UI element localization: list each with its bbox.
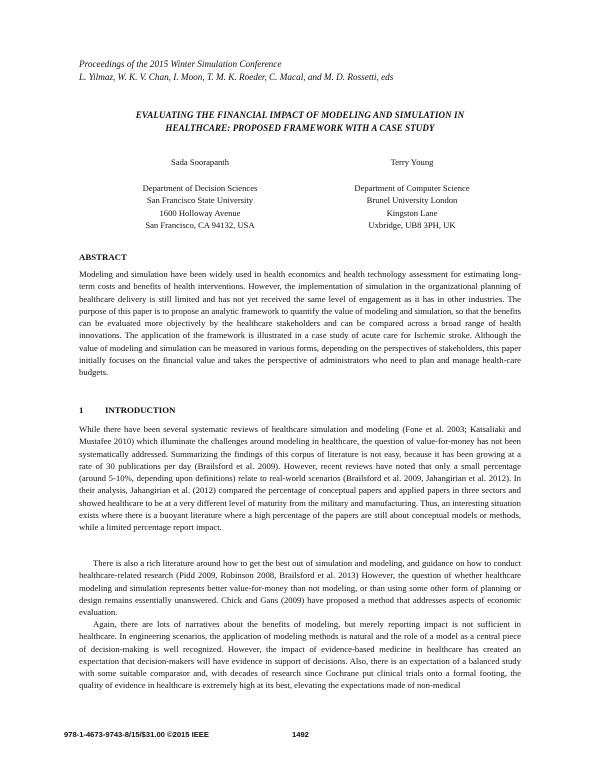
abstract-text: Modeling and simulation have been widely used in health economics and health technology assessment for estimating long-term costs and benefits of health interventions. However, the implementation of simulation in the organizational planning of healthcare delivery is still limited and has not yet received the same level of engagement as it has in other industries. The purpose of this paper is to propose an analytic framework to quantify the value of modeling and simulation, so that the benefits can be evaluated more objectively by the healthcare stakeholders and can be compared across a broad range of health innovations. The application of the framework is illustrated in a case study of acute care for Ischemic stroke. Although the value of modeling and simulation can be measured in various forms, depending on the perspectives of stakeholders, this paper initially focuses on the financial value and takes the perspective of administrators who need to plan and manage health-care budgets. xyxy=(79,269,521,378)
affiliation-line: Kingston Lane xyxy=(386,207,438,218)
section-title: INTRODUCTION xyxy=(105,405,176,415)
proceedings-header xyxy=(79,58,393,83)
abstract-heading: ABSTRACT xyxy=(79,252,127,262)
author-name: Sada Soorapanth xyxy=(171,157,229,167)
introduction-heading xyxy=(79,405,175,415)
affiliation-line: Department of Computer Science xyxy=(354,183,470,194)
section-number: 1 xyxy=(79,405,84,415)
affiliation-line: Uxbridge, UB8 3PH, UK xyxy=(368,219,456,230)
author-name: Terry Young xyxy=(390,157,434,167)
paper-title-line-2: HEALTHCARE: PROPOSED FRAMEWORK WITH A CASE STUDY xyxy=(165,122,435,133)
affiliation-line: Department of Decision Sciences xyxy=(142,183,258,194)
paper-title-line-1: EVALUATING THE FINANCIAL IMPACT OF MODELING AND SIMULATION IN xyxy=(135,110,465,120)
paper-title xyxy=(79,109,521,134)
author-block-1 xyxy=(100,156,300,231)
author-affiliation xyxy=(100,182,300,231)
footer-isbn: 978-1-4673-9743-8/15/$31.00 ©2015 IEEE xyxy=(64,730,209,739)
affiliation-line: Brunel University London xyxy=(366,195,458,206)
author-block-2 xyxy=(312,156,512,231)
proceedings-editors: L. Yilmaz, W. K. V. Chan, I. Moon, T. M. K. Roeder, C. Macal, and M. D. Rossetti, eds xyxy=(79,71,394,82)
author-affiliation xyxy=(312,182,512,231)
affiliation-line: San Francisco, CA 94132, USA xyxy=(145,219,255,230)
page-number: 1492 xyxy=(292,730,309,739)
affiliation-line: San Francisco State University xyxy=(146,195,254,206)
intro-paragraph-2: There is also a rich literature around how to get the best out of simulation and modeling, and guidance on how to conduct healthcare-related research (Pidd 2009, Robinson 2008, Brailsford et al. 2013) However, the question of whether healthcare modeling and simulation represents better value-for-money than not modeling, or than using some other form of planning or design remains essentially unanswered. Chick and Gans (2009) have proposed a method that addresses aspects of economic evaluation. xyxy=(79,558,521,618)
intro-paragraph-3: Again, there are lots of narratives about the benefits of modeling, but merely reporting impact is not sufficient in healthcare. In engineering scenarios, the application of modeling methods is natural and the role of a model as a central piece of decision-making is well recognized. However, the impact of evidence-based medicine in healthcare has created an expectation that decision-makers will have evidence in support of decisions. Also, there is an expectation of a balanced study with some suitable comparator and, with decades of research since Cochrane put clinical trials onto a formal footing, the quality of evidence in healthcare is extremely high at its best, elevating the expectations made of non-medical xyxy=(79,619,521,691)
affiliation-line: 1600 Holloway Avenue xyxy=(159,207,241,218)
proceedings-title: Proceedings of the 2015 Winter Simulation Conference xyxy=(79,59,282,69)
intro-paragraph-1: While there have been several systematic reviews of healthcare simulation and modeling (Fone et al. 2003; Katsaliaki and Mustafee 2010) which illuminate the challenges around modeling in healthcare, the question of value-for-money has not been systematically addressed. Summarizing the findings of this corpus of literature is not easy, because it has been growing at a rate of 30 publications per day (Brailsford et al. 2009). However, recent reviews have noted that only a small percentage (around 5-10%, depending upon definitions) relate to real-world scenarios (Brailsford et al. 2009, Jahangirian et al. 2012). In their analysis, Jahangirian et al. (2012) compared the percentage of conceptual papers and applied papers in three sectors and showed healthcare to be at a very different level of maturity from the military and manufacturing. Thus, an interesting situation exists where there is a buoyant literature where a high percentage of the papers are still about conceptual models or methods, while a limited percentage report impact. xyxy=(79,424,521,533)
